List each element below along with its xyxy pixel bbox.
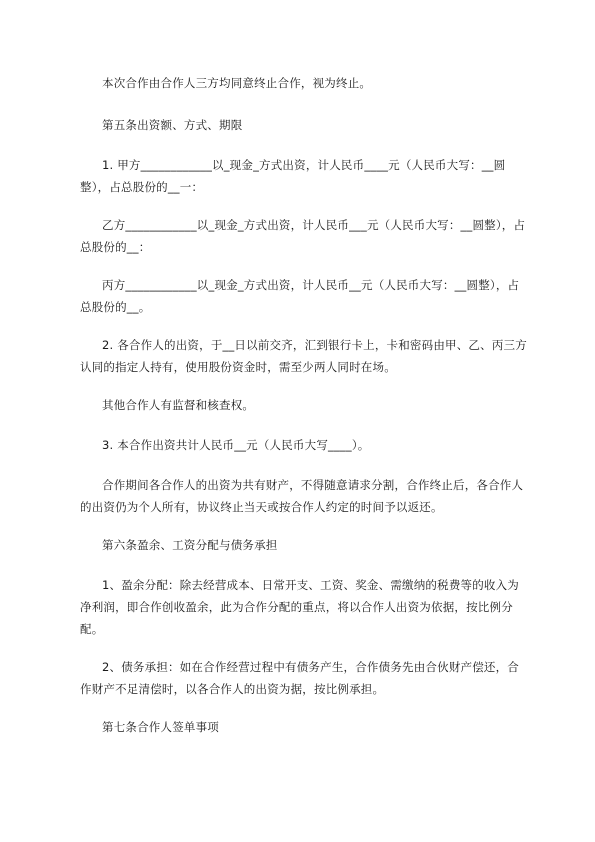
heading-article-6: 第六条盈余、工资分配与债务承担	[102, 538, 278, 552]
paragraph-party-b-contribution: 乙方____________以_现金_方式出资，计人民币___元（人民币大写：__圆整），占总股份的__：	[80, 218, 526, 254]
paragraph-total-contribution: 3. 本合作出资共计人民币__元（人民币大写____）。	[102, 438, 370, 452]
paragraph-common-property: 合作期间各合作人的出资为共有财产，不得随意请求分割，合作终止后，各合作人的出资仍为个人所有，协议终止当天或按合作人约定的时间予以返还。	[80, 478, 524, 514]
paragraph-debt-liability: 2、债务承担：如在合作经营过程中有债务产生，合作债务先由合伙财产偿还，合作财产不足清偿时，以各合作人的出资为据，按比例承担。	[80, 660, 520, 696]
paragraph-party-c-contribution: 丙方____________以_现金_方式出资，计人民币__元（人民币大写：__圆整），占总股份的__。	[80, 278, 520, 314]
heading-article-5: 第五条出资额、方式、期限	[102, 118, 243, 132]
paragraph-contribution-deadline: 2. 各合作人的出资，于__日以前交齐，汇到银行卡上，卡和密码由甲、乙、丙三方认同的指定人持有，使用股份资金时，需至少两人同时在场。	[80, 338, 527, 374]
heading-article-7: 第七条合作人签单事项	[102, 720, 219, 734]
paragraph-profit-distribution: 1、盈余分配：除去经营成本、日常开支、工资、奖金、需缴纳的税费等的收入为净利润，即合作创收盈余，此为合作分配的重点，将以合作人出资为依据，按比例分配。	[80, 578, 520, 636]
paragraph-termination: 本次合作由合作人三方均同意终止合作，视为终止。	[102, 76, 372, 90]
paragraph-supervision-right: 其他合作人有监督和核查权。	[102, 398, 255, 412]
paragraph-party-a-contribution: 1. 甲方____________以_现金_方式出资，计人民币____元（人民币大写：__圆整），占总股份的__一：	[80, 158, 506, 194]
